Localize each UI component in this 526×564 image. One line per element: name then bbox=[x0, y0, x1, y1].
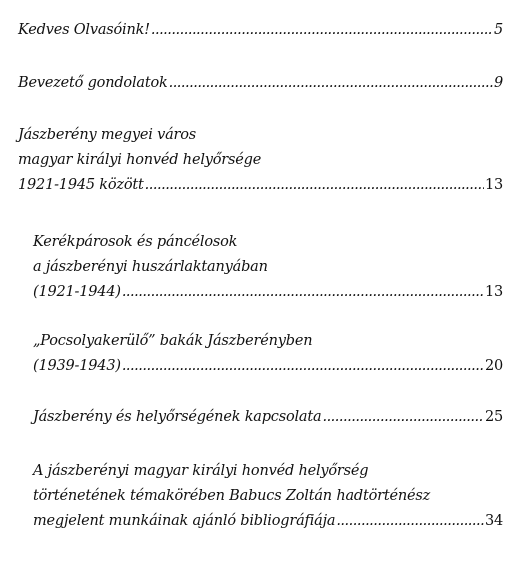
toc-entry-title: (1939-1943) bbox=[33, 358, 121, 374]
toc-entry-title: 1921-1945 között bbox=[18, 177, 144, 193]
toc-entry-leader-line bbox=[33, 405, 503, 430]
toc-entry-leader-line bbox=[18, 71, 503, 96]
toc-page-number: 5 bbox=[493, 22, 503, 38]
toc-entry-bibliografia bbox=[33, 459, 503, 534]
toc-entry-leader-line bbox=[33, 509, 503, 534]
toc-page-number: 34 bbox=[484, 513, 503, 529]
toc-entry-leader-line bbox=[18, 18, 503, 43]
toc-entry-title-line: Kerékpárosok és páncélosok bbox=[33, 234, 238, 250]
toc-page-number: 13 bbox=[484, 284, 503, 300]
dot-leader bbox=[122, 354, 484, 379]
dot-leader bbox=[151, 18, 493, 43]
dot-leader bbox=[145, 173, 484, 198]
toc-entry-title-line: A jászberényi magyar királyi honvéd helyőrség bbox=[33, 463, 369, 479]
toc-entry-title: megjelent munkáinak ajánló bibliográfiája bbox=[33, 513, 336, 529]
toc-entry-bevezeto-gondolatok bbox=[18, 71, 503, 96]
toc-entry-jaszbereny-helyorsege bbox=[18, 123, 503, 198]
dot-leader bbox=[169, 71, 493, 96]
toc-entry-title: (1921-1944) bbox=[33, 284, 121, 300]
toc-entry-leader-line bbox=[33, 280, 503, 305]
toc-entry-pocsolyakerulo-bakak bbox=[33, 329, 503, 379]
toc-entry-title: Kedves Olvasóink! bbox=[18, 22, 150, 38]
toc-entry-leader-line bbox=[33, 354, 503, 379]
toc-entry-title: Bevezető gondolatok bbox=[18, 75, 168, 91]
toc-page-number: 25 bbox=[484, 409, 503, 425]
toc-page-number: 20 bbox=[484, 358, 503, 374]
toc-entry-title-line: Jászberény megyei város bbox=[18, 127, 197, 143]
toc-entry-title-line: magyar királyi honvéd helyőrsége bbox=[18, 152, 262, 168]
toc-entry-kerekparosok-es-pancelosok bbox=[33, 230, 503, 305]
dot-leader bbox=[336, 509, 484, 534]
toc-entry-title-line: a jászberényi huszárlaktanyában bbox=[33, 259, 268, 275]
toc-entry-jaszbereny-es-helyorsegenek-kapcsolata bbox=[33, 405, 503, 430]
dot-leader bbox=[322, 405, 483, 430]
toc-entry-title-line: történetének témakörében Babucs Zoltán hadtörténész bbox=[33, 488, 431, 504]
toc-entry-kedves-olvasoink bbox=[18, 18, 503, 43]
dot-leader bbox=[122, 280, 484, 305]
toc-page-number: 13 bbox=[484, 177, 503, 193]
toc-page-number: 9 bbox=[493, 75, 503, 91]
toc-entry-title: Jászberény és helyőrségének kapcsolata bbox=[33, 409, 322, 425]
toc-entry-title-line: „Pocsolyakerülő” bakák Jászberényben bbox=[33, 333, 313, 349]
toc-entry-leader-line bbox=[18, 173, 503, 198]
